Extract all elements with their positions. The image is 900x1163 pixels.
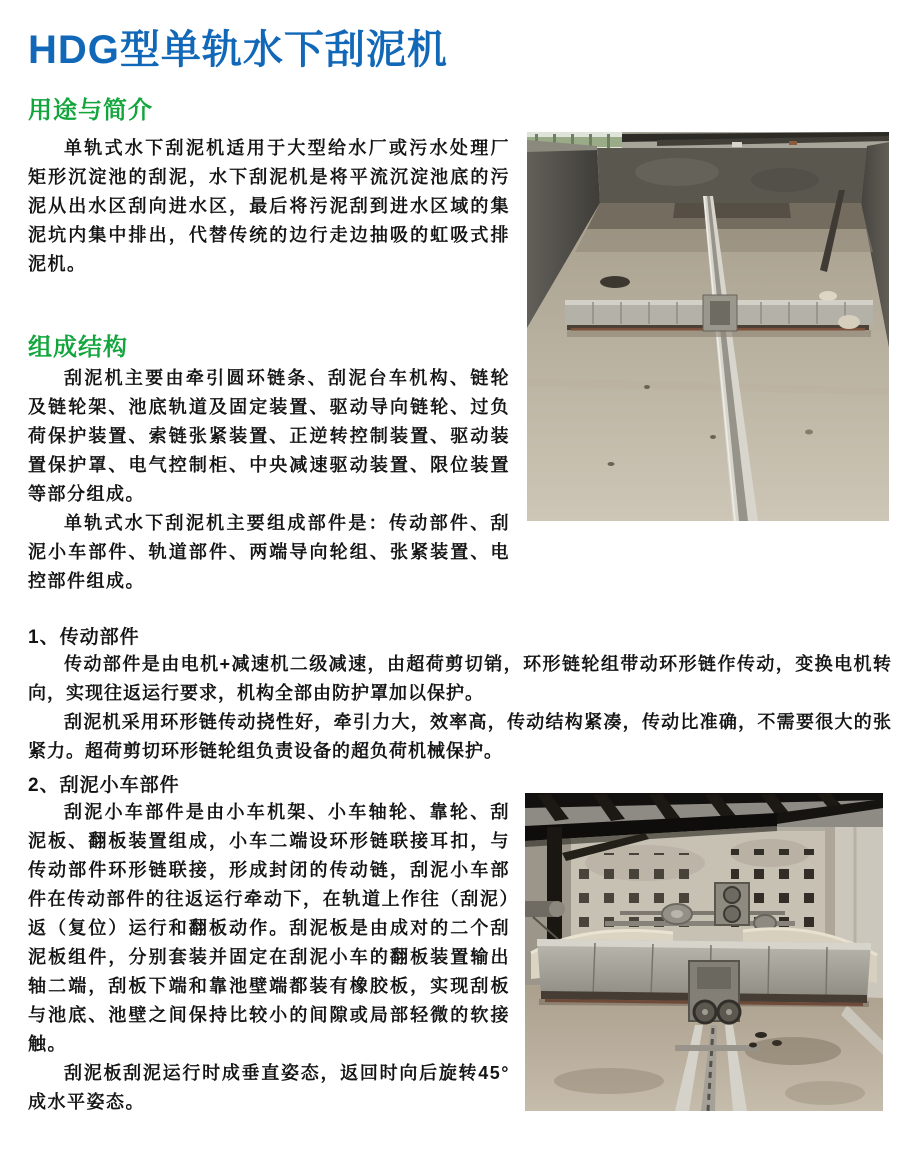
paragraph: 刮泥机采用环形链传动挠性好，牵引力大，效率高，传动结构紧凑，传动比准确，不需要很大的张紧力。超荷剪切环形链轮组负责设备的超负荷机械保护。 xyxy=(28,712,892,761)
section-heading-intro: 用途与简介 xyxy=(28,97,153,124)
paragraph: 刮泥小车部件是由小车机架、小车轴轮、靠轮、刮泥板、翻板装置组成，小车二端设环形链联接耳扣，与传动部件环形链联接，形成封闭的传动链，刮泥小车部件在传动部件的往返运行牵动下，在轨道上作往（刮泥）返（复位）运行和翻板动作。刮泥板是由成对的二个刮泥板组件，分别套装并固定在刮泥小车的翻板装置输出轴二端，刮板下端和靠池壁端都装有橡胶板，实现刮板与池底、池壁之间保持比较小的间隙或局部轻微的软接触。 xyxy=(28,802,510,1054)
subheading-scraper-cart-parts: 2、刮泥小车部件 xyxy=(28,775,180,796)
section-heading-structure: 组成结构 xyxy=(28,334,128,361)
paragraph: 刮泥机主要由牵引圆环链条、刮泥台车机构、链轮及链轮架、池底轨道及固定装置、驱动导向链轮、过负荷保护装置、索链张紧装置、正逆转控制装置、驱动装置保护罩、电气控制柜、中央减速驱动装置、限位装置等部分组成。 xyxy=(28,368,510,504)
intro-paragraphs xyxy=(28,134,510,279)
tank-overview-illustration xyxy=(527,132,889,521)
tank-overview-photo xyxy=(527,132,889,521)
structure-paragraphs xyxy=(28,364,510,596)
subheading-drive-parts: 1、传动部件 xyxy=(28,627,140,648)
scraper-carriage-photo xyxy=(525,793,883,1111)
page-title: HDG型单轨水下刮泥机 xyxy=(28,28,448,72)
paragraph: 单轨式水下刮泥机主要组成部件是：传动部件、刮泥小车部件、轨道部件、两端导向轮组、张紧装置、电控部件组成。 xyxy=(28,513,510,591)
paragraph: 单轨式水下刮泥机适用于大型给水厂或污水处理厂矩形沉淀池的刮泥，水下刮泥机是将平流沉淀池底的污泥从出水区刮向进水区，最后将污泥刮到进水区域的集泥坑内集中排出，代替传统的边行走边抽吸的虹吸式排泥机。 xyxy=(28,138,510,274)
drive-paragraphs xyxy=(28,650,892,766)
cart-paragraphs xyxy=(28,798,510,1117)
scraper-carriage-illustration xyxy=(525,793,883,1111)
paragraph: 传动部件是由电机+减速机二级减速，由超荷剪切销，环形链轮组带动环形链作传动，变换电机转向，实现往返运行要求，机构全部由防护罩加以保护。 xyxy=(28,654,892,703)
paragraph: 刮泥板刮泥运行时成垂直姿态，返回时向后旋转45°成水平姿态。 xyxy=(28,1063,510,1112)
